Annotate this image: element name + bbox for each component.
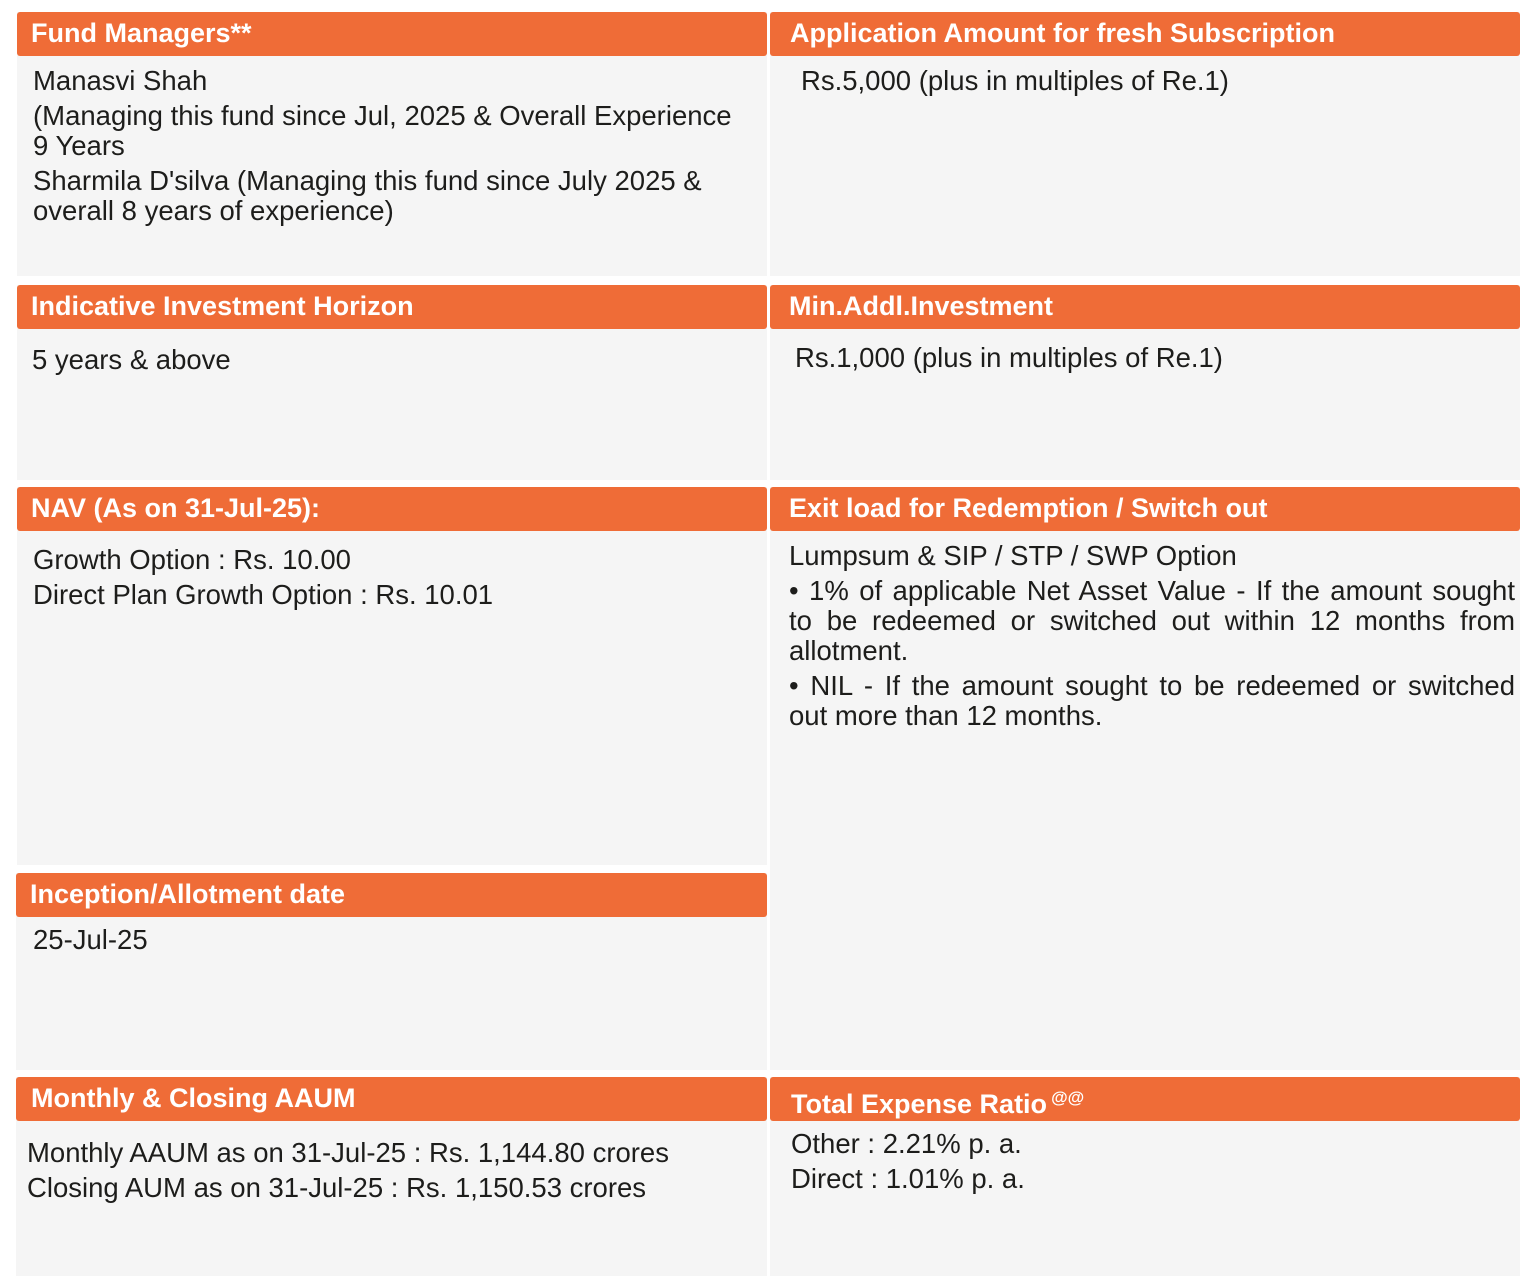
exit-load-intro: Lumpsum & SIP / STP / SWP Option — [789, 540, 1237, 571]
fund-manager-1-name: Manasvi Shah — [33, 65, 208, 96]
nav-body — [33, 545, 755, 615]
investment-horizon-panel — [17, 285, 767, 480]
min-addl-investment-body — [795, 343, 1508, 378]
exit-load-bullet-2: • NIL - If the amount sought to be redeemed or switched out more than 12 months. — [789, 670, 1515, 731]
aaum-header: Monthly & Closing AAUM — [16, 1077, 767, 1121]
fund-manager-2-detail: Sharmila D'silva (Managing this fund since July 2025 & overall 8 years of experience) — [33, 165, 702, 226]
investment-horizon-value: 5 years & above — [32, 344, 231, 375]
investment-horizon-body — [32, 345, 755, 380]
exit-load-panel — [770, 487, 1520, 1070]
fund-managers-body — [33, 66, 747, 231]
expense-ratio-panel — [770, 1077, 1520, 1276]
min-addl-investment-panel — [770, 285, 1520, 480]
fund-managers-panel — [17, 12, 767, 276]
inception-date: 25-Jul-25 — [33, 924, 148, 955]
exit-load-header: Exit load for Redemption / Switch out — [770, 487, 1520, 531]
fund-managers-header: Fund Managers** — [17, 12, 767, 56]
application-amount-panel — [770, 12, 1520, 276]
aaum-panel — [16, 1077, 767, 1276]
expense-ratio-title: Total Expense Ratio — [791, 1089, 1048, 1119]
aaum-body — [27, 1138, 763, 1208]
inception-body — [33, 925, 755, 960]
nav-growth-option: Growth Option : Rs. 10.00 — [33, 544, 351, 575]
expense-ratio-direct: Direct : 1.01% p. a. — [791, 1163, 1025, 1194]
nav-panel — [17, 487, 767, 865]
expense-ratio-header — [770, 1077, 1520, 1121]
min-addl-investment-value: Rs.1,000 (plus in multiples of Re.1) — [795, 342, 1223, 373]
expense-ratio-other: Other : 2.21% p. a. — [791, 1128, 1022, 1159]
min-addl-investment-header: Min.Addl.Investment — [770, 285, 1520, 329]
inception-header: Inception/Allotment date — [16, 873, 767, 917]
expense-ratio-superscript: @@ — [1051, 1088, 1085, 1107]
inception-panel — [16, 873, 767, 1070]
nav-header: NAV (As on 31-Jul-25): — [17, 487, 767, 531]
application-amount-header: Application Amount for fresh Subscription — [770, 12, 1520, 56]
expense-ratio-body — [791, 1129, 1508, 1199]
aaum-monthly: Monthly AAUM as on 31-Jul-25 : Rs. 1,144.80 crores — [27, 1137, 669, 1168]
application-amount-body — [801, 66, 1508, 101]
fund-manager-1-detail: (Managing this fund since Jul, 2025 & Overall Experience 9 Years — [33, 100, 732, 161]
investment-horizon-header: Indicative Investment Horizon — [17, 285, 767, 329]
exit-load-body — [789, 541, 1515, 736]
aaum-closing: Closing AUM as on 31-Jul-25 : Rs. 1,150.53 crores — [27, 1172, 647, 1203]
application-amount-value: Rs.5,000 (plus in multiples of Re.1) — [801, 65, 1229, 96]
exit-load-bullet-1: • 1% of applicable Net Asset Value - If the amount sought to be redeemed or switched out within 12 months from allotment. — [789, 575, 1515, 666]
nav-direct-growth-option: Direct Plan Growth Option : Rs. 10.01 — [33, 579, 494, 610]
